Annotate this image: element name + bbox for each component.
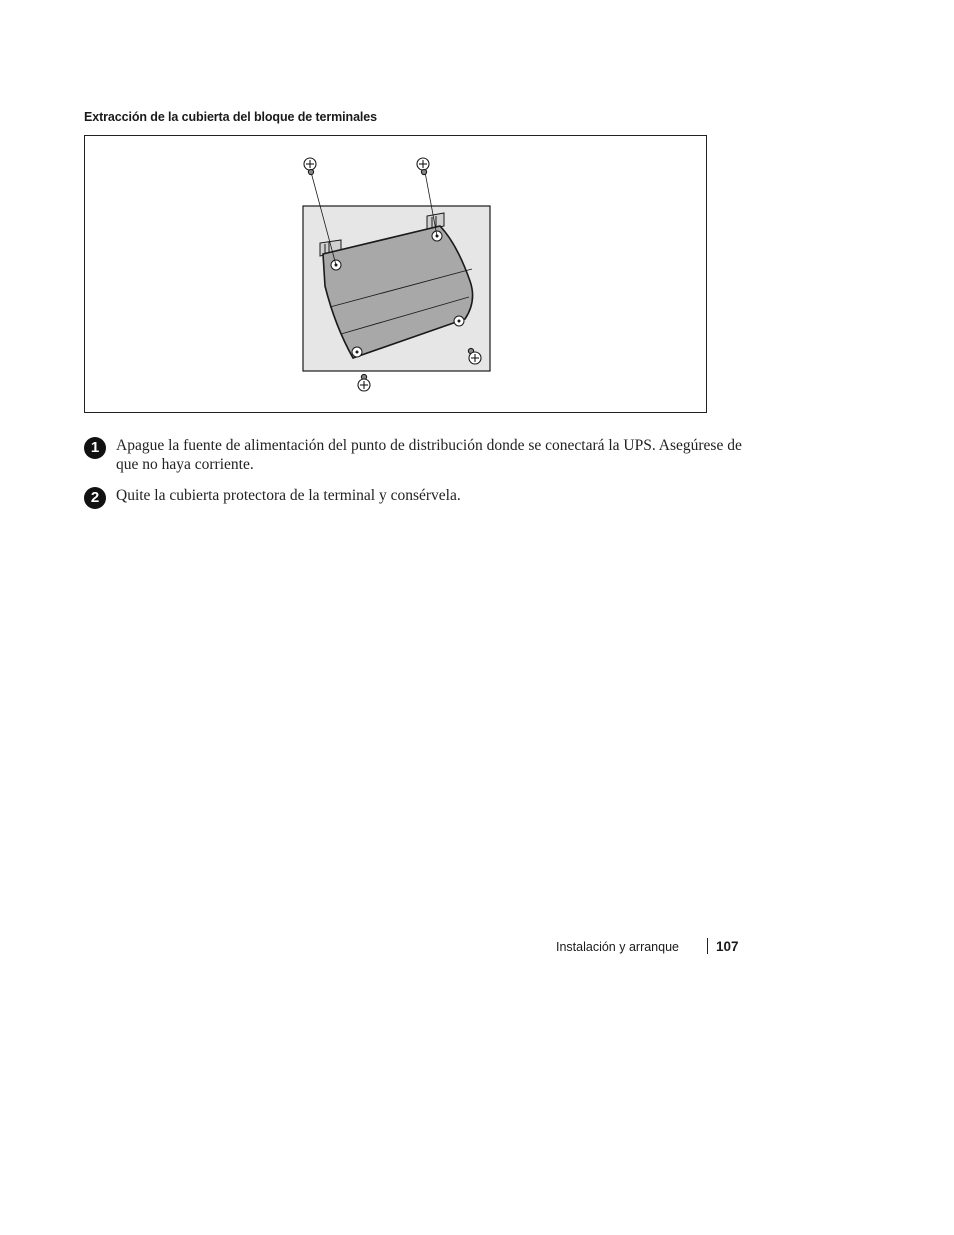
step-text: Apague la fuente de alimentación del punto de distribución donde se conectará la UPS. Asegúrese de que no haya corriente.: [116, 437, 742, 473]
figure-title: Extracción de la cubierta del bloque de terminales: [84, 110, 378, 124]
screw-bottom-left: [358, 374, 370, 391]
page-number: 107: [716, 939, 739, 954]
step-1: [84, 436, 764, 474]
figure-frame: [84, 135, 707, 413]
footer-section-title: Instalación y arranque: [556, 940, 679, 954]
terminal-cover-illustration: [85, 136, 708, 414]
step-number-badge: 1: [84, 437, 106, 459]
step-text: Quite la cubierta protectora de la terminal y consérvela.: [116, 487, 461, 504]
step-2: [84, 486, 764, 505]
step-number-badge: 2: [84, 487, 106, 509]
screw-top-right: [417, 158, 429, 175]
footer-divider: [707, 938, 708, 954]
screw-top-left: [304, 158, 316, 175]
